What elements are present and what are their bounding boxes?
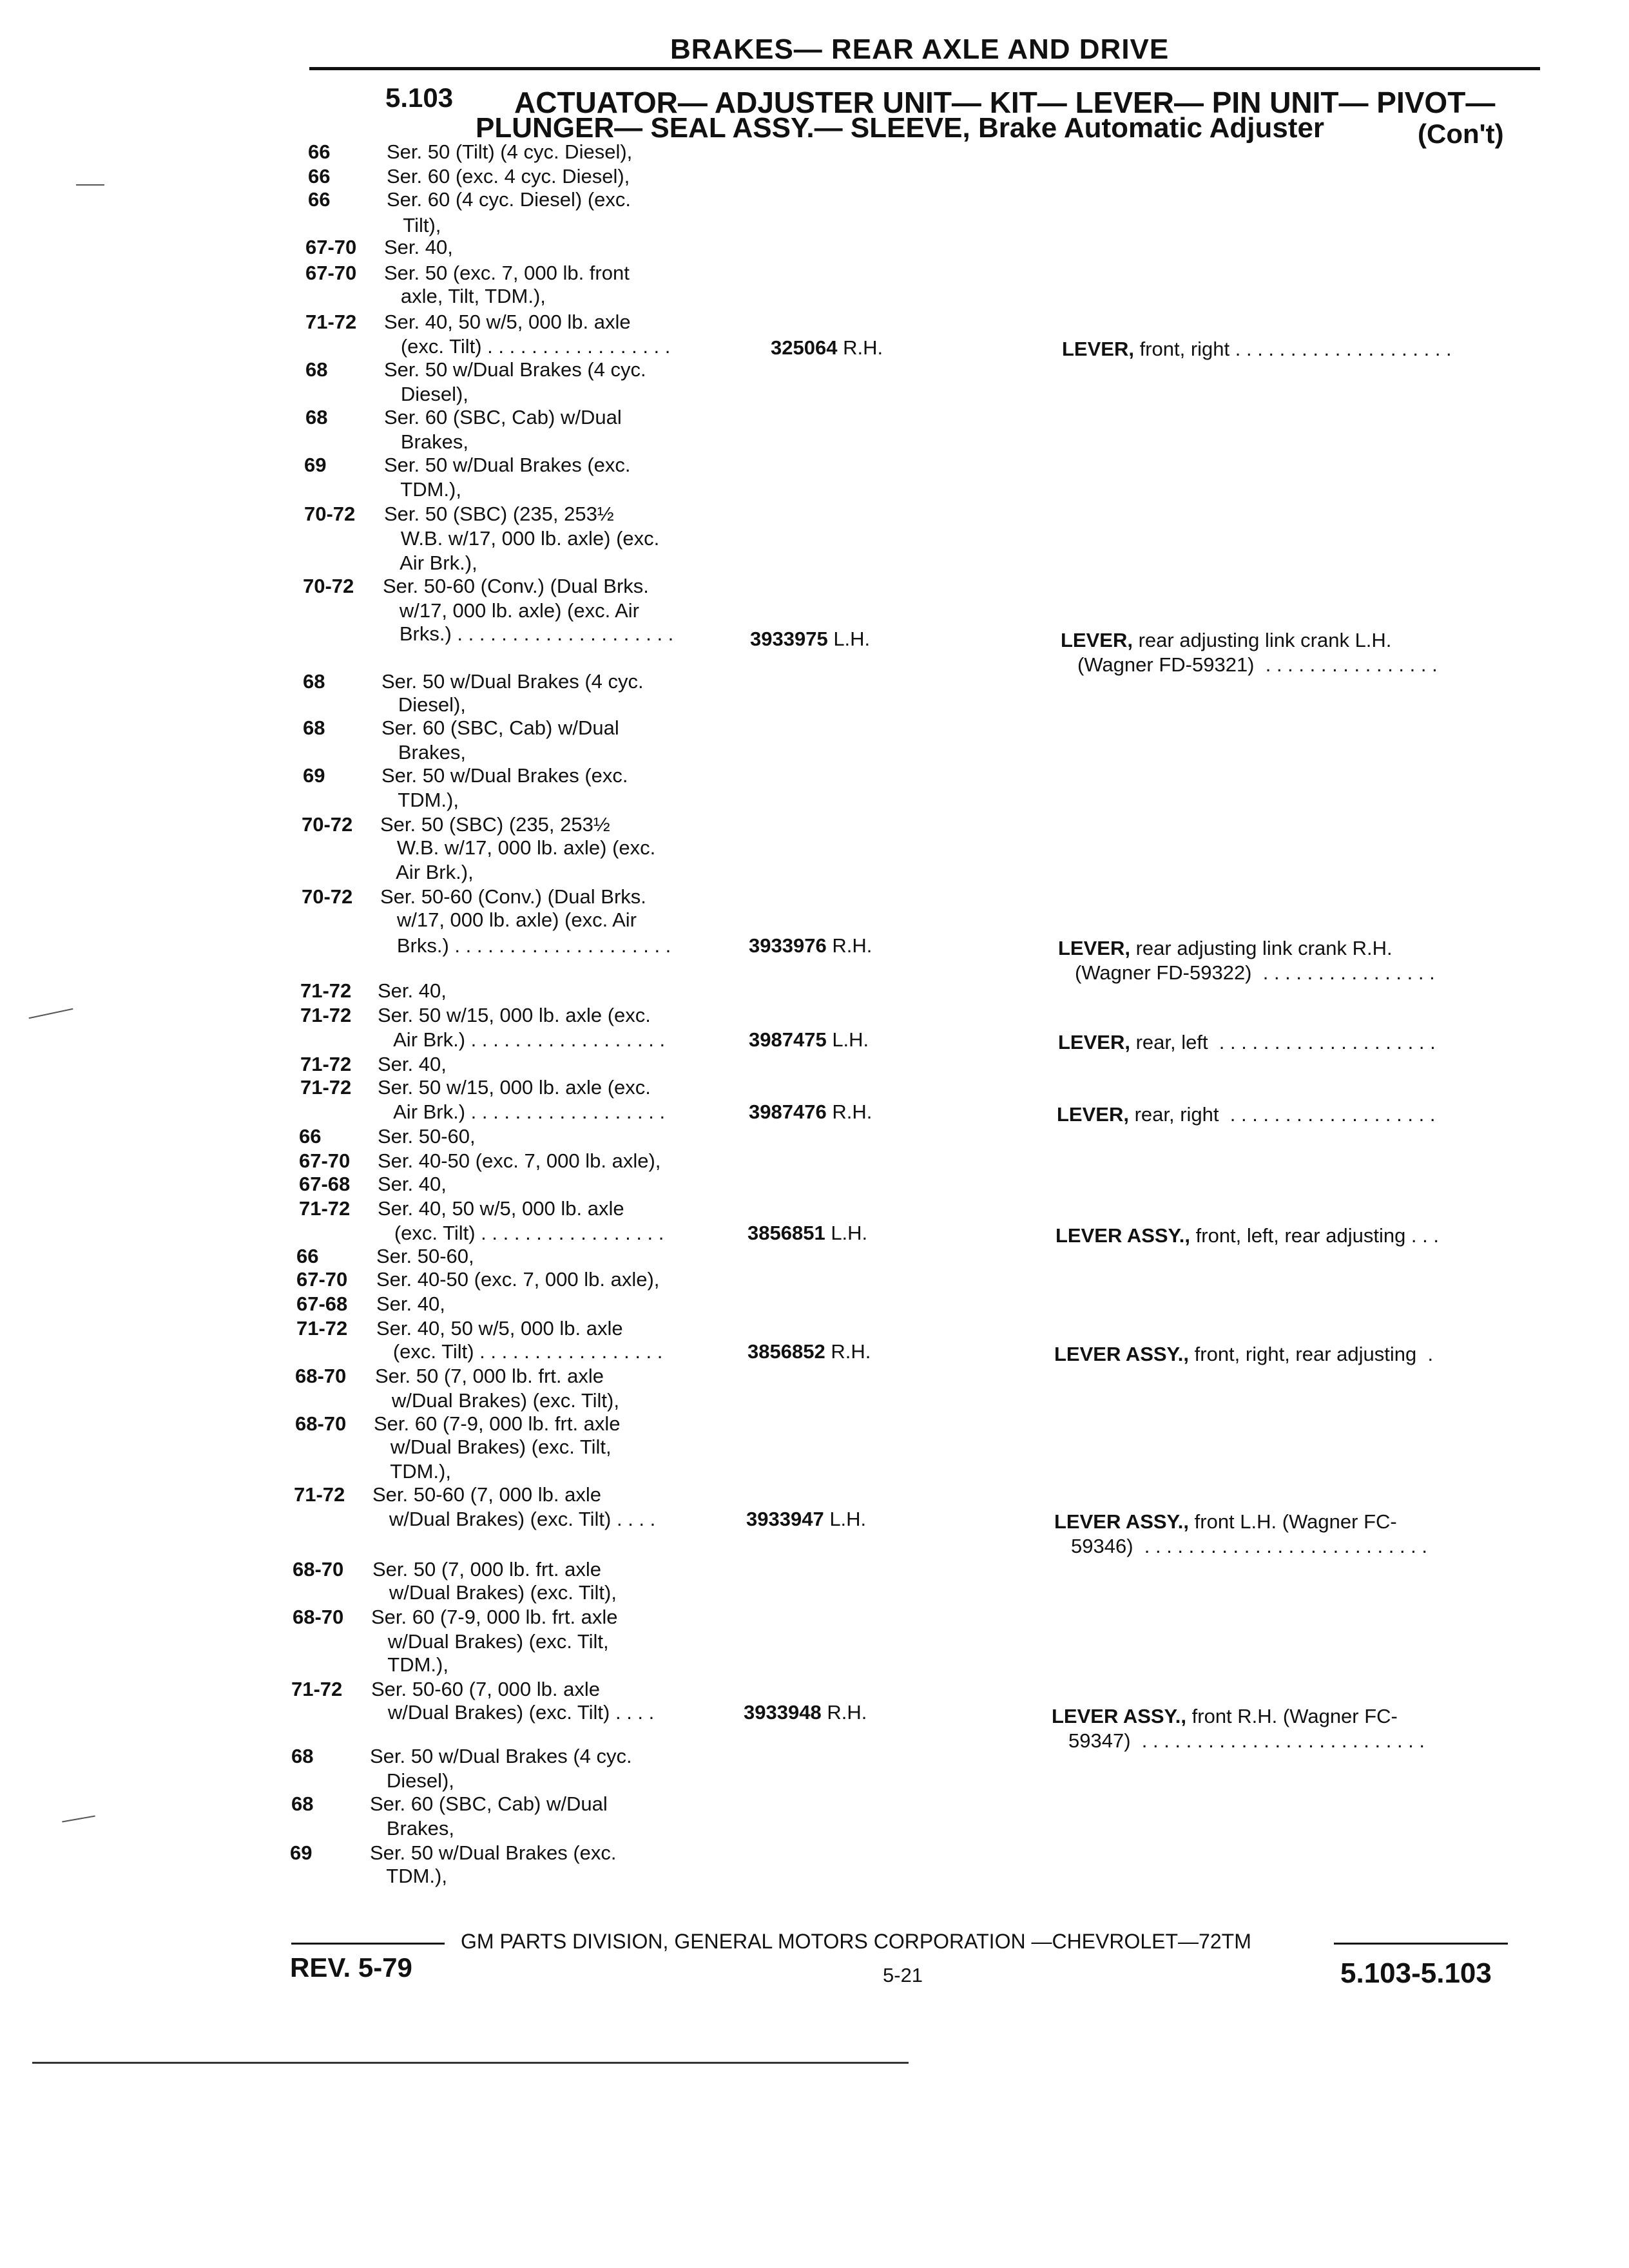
application-line: Ser. 40, (378, 979, 447, 1002)
part-side: R.H. (832, 1100, 872, 1123)
margin-mark (29, 1008, 73, 1019)
model-year: 67-70 (305, 262, 357, 284)
application-line: Ser. 40-50 (exc. 7, 000 lb. axle), (378, 1149, 661, 1172)
model-year: 71-72 (305, 311, 357, 333)
part-name: LEVER ASSY., (1055, 1224, 1191, 1247)
application-line: Ser. 50-60 (Conv.) (Dual Brks. (383, 575, 649, 597)
part-detail: rear adjusting link crank L.H. (1132, 629, 1392, 651)
part-description (1061, 629, 1391, 652)
application-line: w/Dual Brakes) (exc. Tilt) . . . . (371, 1701, 655, 1724)
application-line: Ser. 60 (exc. 4 cyc. Diesel), (387, 165, 630, 187)
application-line: TDM.), (381, 789, 459, 811)
part-detail: rear adjusting link crank R.H. (1130, 937, 1393, 959)
section-continued: (Con't) (1418, 119, 1504, 149)
application-line: axle, Tilt, TDM.), (384, 285, 546, 307)
application-line: Brakes, (381, 741, 466, 764)
part-name: LEVER ASSY., (1052, 1705, 1187, 1727)
part-number (771, 336, 883, 360)
application-line: Ser. 50 w/Dual Brakes (exc. (370, 1841, 617, 1864)
part-description (1058, 937, 1393, 960)
application-line: Ser. 50 (Tilt) (4 cyc. Diesel), (387, 140, 633, 163)
model-year: 68-70 (293, 1606, 344, 1628)
model-year: 71-72 (300, 1076, 352, 1099)
application-line: Diesel), (384, 383, 468, 405)
part-description (1054, 1510, 1397, 1533)
application-line: Ser. 40, (384, 236, 453, 258)
model-year: 71-72 (300, 1004, 352, 1026)
part-detail: front, left, rear adjusting . . . (1190, 1224, 1439, 1247)
application-line: Ser. 60 (SBC, Cab) w/Dual (370, 1792, 608, 1815)
model-year: 71-72 (294, 1483, 345, 1506)
application-line: w/17, 000 lb. axle) (exc. Air (380, 908, 637, 931)
application-line: w/Dual Brakes) (exc. Tilt) . . . . (372, 1508, 656, 1530)
model-year: 68 (305, 358, 328, 381)
application-line: Ser. 50 (7, 000 lb. frt. axle (372, 1558, 601, 1581)
application-line: w/Dual Brakes) (exc. Tilt, (374, 1436, 612, 1458)
part-number (749, 934, 872, 957)
model-year: 68-70 (295, 1365, 347, 1387)
part-side: L.H. (832, 1028, 869, 1051)
part-detail: front, right . . . . . . . . . . . . . . . . . . . . (1133, 338, 1452, 360)
application-line: Ser. 50 (exc. 7, 000 lb. front (384, 262, 630, 284)
part-number-value: 3856851 (747, 1222, 825, 1244)
application-line: Ser. 50 w/15, 000 lb. axle (exc. (378, 1076, 651, 1099)
application-line: Ser. 40, (376, 1293, 445, 1315)
model-year: 67-70 (299, 1149, 351, 1172)
model-year: 70-72 (303, 575, 354, 597)
part-description (1054, 1343, 1433, 1366)
application-line: Ser. 50 (SBC) (235, 253½ (384, 503, 614, 525)
model-year: 69 (290, 1841, 313, 1864)
model-year: 66 (299, 1125, 322, 1148)
part-number (750, 628, 870, 651)
part-description (1055, 1224, 1439, 1247)
application-line: Diesel), (381, 693, 466, 716)
margin-mark (76, 184, 104, 186)
model-year: 67-70 (305, 236, 357, 258)
model-year: 67-68 (296, 1293, 348, 1315)
part-number-value: 3933948 (744, 1701, 822, 1724)
footer-revision: REV. 5-79 (290, 1952, 412, 1983)
model-year: 71-72 (296, 1317, 348, 1340)
application-line: Diesel), (370, 1769, 454, 1792)
header-title: BRAKES— REAR AXLE AND DRIVE (670, 34, 1170, 65)
application-line: Brks.) . . . . . . . . . . . . . . . . . . . . (380, 934, 671, 957)
part-name: LEVER ASSY., (1054, 1510, 1190, 1533)
model-year: 68 (291, 1745, 314, 1767)
margin-mark (62, 1816, 95, 1823)
part-number (744, 1701, 867, 1724)
application-line: TDM.), (384, 478, 461, 501)
part-number (749, 1028, 869, 1052)
part-detail: rear, right . . . . . . . . . . . . . . . . . . . (1128, 1103, 1436, 1126)
application-line: Ser. 50 w/Dual Brakes (4 cyc. (370, 1745, 632, 1767)
application-line: w/Dual Brakes) (exc. Tilt), (375, 1389, 619, 1412)
part-name: LEVER, (1061, 629, 1133, 651)
application-line: Brakes, (370, 1817, 454, 1840)
model-year: 68 (291, 1792, 314, 1815)
footer-corporation: GM PARTS DIVISION, GENERAL MOTORS CORPORATION —CHEVROLET—72TM (461, 1930, 1251, 1953)
part-side: R.H. (843, 336, 883, 359)
part-side: R.H. (832, 934, 872, 957)
application-line: Ser. 40-50 (exc. 7, 000 lb. axle), (376, 1268, 660, 1291)
application-line: Ser. 60 (4 cyc. Diesel) (exc. (387, 188, 631, 211)
section-title-line2: PLUNGER— SEAL ASSY.— SLEEVE, Brake Automatic Adjuster (476, 112, 1325, 144)
model-year: 71-72 (299, 1197, 351, 1220)
application-line: Air Brk.) . . . . . . . . . . . . . . . . . . (378, 1028, 666, 1051)
model-year: 66 (308, 165, 331, 187)
model-year: 71-72 (300, 1053, 352, 1075)
section-number: 5.103 (385, 82, 454, 113)
footer-rule-left (291, 1943, 445, 1945)
application-line: TDM.), (371, 1653, 448, 1676)
application-line: TDM.), (370, 1865, 447, 1887)
application-line: Ser. 50-60 (Conv.) (Dual Brks. (380, 885, 646, 908)
application-line: Ser. 50 w/Dual Brakes (4 cyc. (381, 670, 644, 693)
application-line: Ser. 60 (SBC, Cab) w/Dual (381, 716, 619, 739)
part-number-value: 3933975 (750, 628, 828, 650)
model-year: 71-72 (300, 979, 352, 1002)
section-title-line1: ACTUATOR— ADJUSTER UNIT— KIT— LEVER— PIN UNIT— PIVOT— (514, 86, 1496, 119)
model-year: 68 (305, 406, 328, 428)
part-number (749, 1100, 872, 1124)
part-name: LEVER, (1058, 1031, 1130, 1053)
application-line: Ser. 40, 50 w/5, 000 lb. axle (378, 1197, 624, 1220)
part-number-value: 3933947 (746, 1508, 824, 1530)
footer-rule-right (1334, 1943, 1508, 1945)
part-description (1052, 1705, 1398, 1728)
model-year: 70-72 (304, 503, 356, 525)
application-line: Ser. 60 (7-9, 000 lb. frt. axle (371, 1606, 618, 1628)
part-name: LEVER, (1062, 338, 1134, 360)
application-line: (exc. Tilt) . . . . . . . . . . . . . . . . . (378, 1222, 664, 1244)
application-line: Brks.) . . . . . . . . . . . . . . . . . . . . (383, 622, 674, 645)
part-detail: front, right, rear adjusting . (1189, 1343, 1434, 1365)
model-year: 68-70 (293, 1558, 344, 1581)
part-number-value: 3987476 (749, 1100, 827, 1123)
model-year: 67-68 (299, 1173, 351, 1195)
application-line: Brakes, (384, 430, 468, 453)
application-line: Ser. 40, (378, 1053, 447, 1075)
model-year: 68 (303, 670, 325, 693)
part-detail: front L.H. (Wagner FC- (1189, 1510, 1397, 1533)
application-line: Ser. 50 w/15, 000 lb. axle (exc. (378, 1004, 651, 1026)
part-number-value: 3933976 (749, 934, 827, 957)
application-line: Ser. 50-60 (7, 000 lb. axle (371, 1678, 601, 1700)
part-number (746, 1508, 866, 1531)
application-line: w/Dual Brakes) (exc. Tilt), (372, 1581, 617, 1604)
model-year: 68 (303, 716, 325, 739)
part-number-value: 3987475 (749, 1028, 827, 1051)
application-line: Tilt), (387, 214, 441, 236)
model-year: 71-72 (291, 1678, 343, 1700)
application-line: Ser. 50-60 (7, 000 lb. axle (372, 1483, 602, 1506)
application-line: Ser. 50 (7, 000 lb. frt. axle (375, 1365, 604, 1387)
application-line: Ser. 40, 50 w/5, 000 lb. axle (384, 311, 631, 333)
application-line: Ser. 50 (SBC) (235, 253½ (380, 813, 610, 836)
part-description-cont: 59346) . . . . . . . . . . . . . . . . . . . . . . . . . . (1071, 1535, 1428, 1557)
part-number-value: 325064 (771, 336, 838, 359)
application-line: Ser. 40, 50 w/5, 000 lb. axle (376, 1317, 623, 1340)
part-name: LEVER ASSY., (1054, 1343, 1190, 1365)
application-line: w/Dual Brakes) (exc. Tilt, (371, 1630, 609, 1653)
part-side: R.H. (831, 1340, 871, 1363)
model-year: 69 (304, 454, 327, 476)
footer-page-number: 5-21 (883, 1964, 923, 1986)
application-line: W.B. w/17, 000 lb. axle) (exc. (384, 527, 660, 550)
part-name: LEVER, (1058, 937, 1130, 959)
model-year: 70-72 (302, 885, 353, 908)
application-line: Ser. 60 (SBC, Cab) w/Dual (384, 406, 622, 428)
part-side: L.H. (829, 1508, 867, 1530)
part-name: LEVER, (1057, 1103, 1129, 1126)
part-description-cont: (Wagner FD-59321) . . . . . . . . . . . . . . . . (1077, 653, 1438, 676)
part-number-value: 3856852 (747, 1340, 825, 1363)
model-year: 67-70 (296, 1268, 348, 1291)
part-side: L.H. (833, 628, 871, 650)
application-line: Ser. 40, (378, 1173, 447, 1195)
header-rule (309, 67, 1540, 70)
part-number (747, 1222, 867, 1245)
model-year: 69 (303, 764, 325, 787)
part-description (1058, 1031, 1436, 1054)
model-year: 66 (296, 1245, 319, 1267)
application-line: Air Brk.), (384, 552, 477, 574)
part-description-cont: 59347) . . . . . . . . . . . . . . . . . . . . . . . . . . (1068, 1729, 1425, 1752)
part-description (1057, 1103, 1435, 1126)
part-detail: rear, left . . . . . . . . . . . . . . . . . . . . (1130, 1031, 1436, 1053)
application-line: Ser. 50-60, (378, 1125, 476, 1148)
part-description-cont: (Wagner FD-59322) . . . . . . . . . . . . . . . . (1075, 961, 1435, 984)
application-line: Ser. 50 w/Dual Brakes (exc. (384, 454, 631, 476)
application-line: Ser. 50 w/Dual Brakes (4 cyc. (384, 358, 646, 381)
footer-section-range: 5.103-5.103 (1340, 1957, 1492, 1989)
application-line: Ser. 50-60, (376, 1245, 474, 1267)
application-line: Air Brk.), (380, 861, 474, 883)
application-line: Air Brk.) . . . . . . . . . . . . . . . . . . (378, 1100, 666, 1123)
part-side: R.H. (827, 1701, 867, 1724)
model-year: 66 (308, 140, 331, 163)
model-year: 68-70 (295, 1412, 347, 1435)
application-line: TDM.), (374, 1460, 451, 1483)
part-number (747, 1340, 871, 1363)
model-year: 66 (308, 188, 331, 211)
model-year: 70-72 (302, 813, 353, 836)
part-description (1062, 338, 1452, 361)
application-line: (exc. Tilt) . . . . . . . . . . . . . . . . . (384, 335, 671, 358)
application-line: Ser. 60 (7-9, 000 lb. frt. axle (374, 1412, 621, 1435)
part-detail: front R.H. (Wagner FC- (1186, 1705, 1398, 1727)
application-line: W.B. w/17, 000 lb. axle) (exc. (380, 836, 656, 859)
bottom-scan-rule (32, 2062, 909, 2064)
part-side: L.H. (831, 1222, 868, 1244)
application-line: Ser. 50 w/Dual Brakes (exc. (381, 764, 628, 787)
application-line: (exc. Tilt) . . . . . . . . . . . . . . . . . (376, 1340, 663, 1363)
application-line: w/17, 000 lb. axle) (exc. Air (383, 599, 640, 622)
